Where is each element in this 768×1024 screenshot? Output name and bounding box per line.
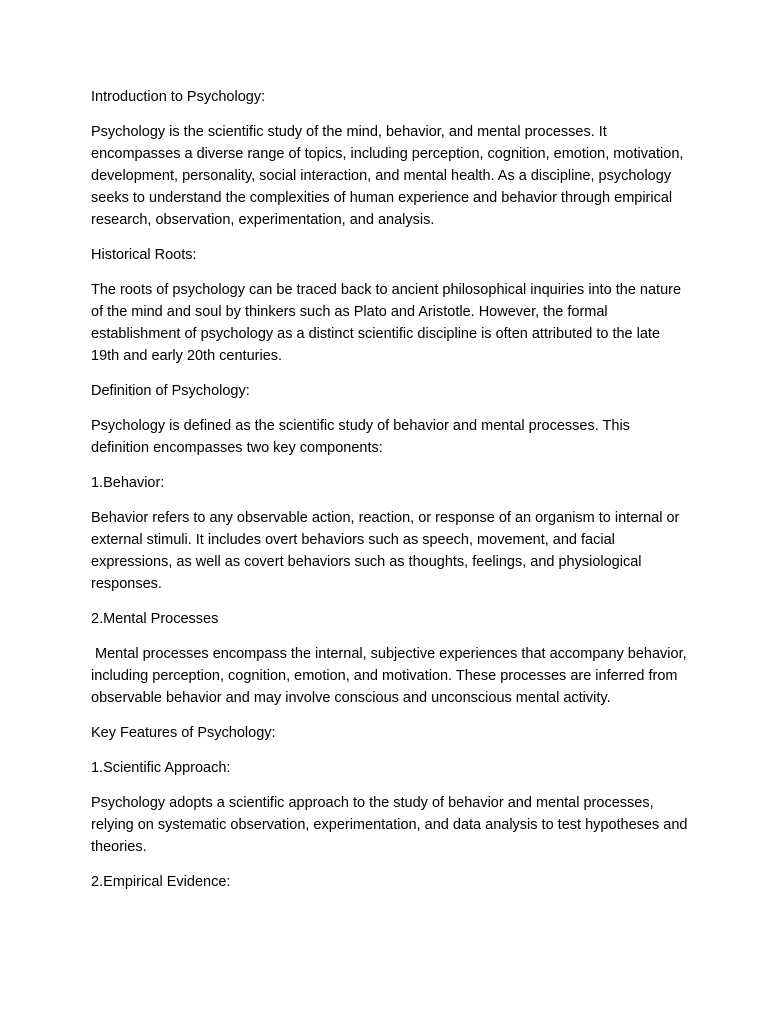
- heading-key-features: Key Features of Psychology:: [91, 725, 276, 741]
- paragraph-scientific-approach: Psychology adopts a scientific approach to the study of behavior and mental processes, relying on systematic observation, experimentation, and data analysis to test hypotheses and theories.: [91, 795, 688, 855]
- paragraph-mental-processes: Mental processes encompass the internal, subjective experiences that accompany behavior, including perception, cognition, emotion, and motivation. These processes are inferred from observable behavior and may involve conscious and unconscious mental activity.: [91, 646, 691, 706]
- heading-empirical-evidence: 2.Empirical Evidence:: [91, 874, 231, 890]
- paragraph-definition: Psychology is defined as the scientific study of behavior and mental processes. This definition encompasses two key components:: [91, 418, 630, 456]
- heading-mental-processes: 2.Mental Processes: [91, 611, 219, 627]
- heading-introduction: Introduction to Psychology:: [91, 89, 266, 105]
- heading-behavior: 1.Behavior:: [91, 475, 165, 491]
- document-page: [91, 86, 691, 906]
- heading-definition: Definition of Psychology:: [91, 383, 250, 399]
- paragraph-introduction: Psychology is the scientific study of the mind, behavior, and mental processes. It encompasses a diverse range of topics, including perception, cognition, emotion, motivation, development, personality, social interaction, and mental health. As a discipline, psychology seeks to understand the complexities of human experience and behavior through empirical research, observation, experimentation, and analysis.: [91, 124, 684, 228]
- heading-historical-roots: Historical Roots:: [91, 247, 197, 263]
- heading-scientific-approach: 1.Scientific Approach:: [91, 760, 231, 776]
- paragraph-behavior: Behavior refers to any observable action, reaction, or response of an organism to internal or external stimuli. It includes overt behaviors such as speech, movement, and facial expressions, as well as covert behaviors such as thoughts, feelings, and physiological responses.: [91, 510, 680, 592]
- paragraph-historical-roots: The roots of psychology can be traced back to ancient philosophical inquiries into the nature of the mind and soul by thinkers such as Plato and Aristotle. However, the formal establishment of psychology as a distinct scientific discipline is often attributed to the late 19th and early 20th centuries.: [91, 282, 682, 364]
